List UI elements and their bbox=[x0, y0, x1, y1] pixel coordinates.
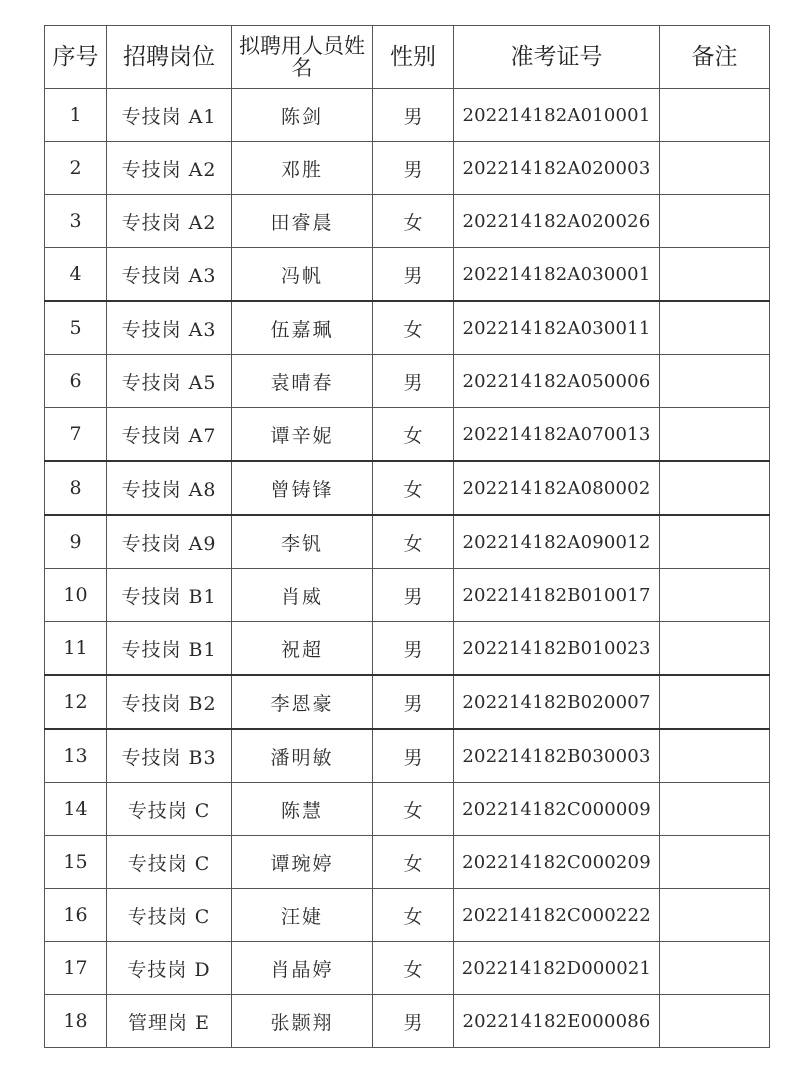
cell-position: 专技岗 A3 bbox=[107, 301, 232, 355]
cell-serial-number: 10 bbox=[45, 569, 107, 622]
cell-position: 专技岗 A2 bbox=[107, 142, 232, 195]
cell-serial-number: 15 bbox=[45, 836, 107, 889]
cell-gender: 男 bbox=[373, 729, 454, 783]
cell-candidate-name: 袁晴春 bbox=[232, 355, 373, 408]
cell-candidate-name: 潘明敏 bbox=[232, 729, 373, 783]
cell-serial-number: 13 bbox=[45, 729, 107, 783]
cell-serial-number: 7 bbox=[45, 408, 107, 462]
cell-candidate-name: 陈慧 bbox=[232, 783, 373, 836]
cell-exam-id: 202214182A010001 bbox=[454, 89, 660, 142]
cell-note bbox=[660, 515, 770, 569]
cell-position: 专技岗 A2 bbox=[107, 195, 232, 248]
hiring-roster-table bbox=[44, 25, 770, 1048]
table-row bbox=[45, 995, 770, 1048]
cell-serial-number: 8 bbox=[45, 461, 107, 515]
cell-note bbox=[660, 408, 770, 462]
cell-gender: 男 bbox=[373, 248, 454, 302]
header-note: 备注 bbox=[660, 26, 770, 89]
cell-gender: 女 bbox=[373, 301, 454, 355]
cell-candidate-name: 汪婕 bbox=[232, 889, 373, 942]
table-row bbox=[45, 142, 770, 195]
cell-note bbox=[660, 195, 770, 248]
cell-gender: 女 bbox=[373, 408, 454, 462]
table-row bbox=[45, 301, 770, 355]
cell-exam-id: 202214182A020003 bbox=[454, 142, 660, 195]
cell-candidate-name: 陈剑 bbox=[232, 89, 373, 142]
cell-gender: 女 bbox=[373, 836, 454, 889]
cell-position: 专技岗 A5 bbox=[107, 355, 232, 408]
cell-note bbox=[660, 461, 770, 515]
cell-exam-id: 202214182A090012 bbox=[454, 515, 660, 569]
table-row bbox=[45, 408, 770, 462]
table-row bbox=[45, 195, 770, 248]
cell-gender: 女 bbox=[373, 195, 454, 248]
cell-candidate-name: 冯帆 bbox=[232, 248, 373, 302]
cell-gender: 男 bbox=[373, 355, 454, 408]
cell-exam-id: 202214182B010017 bbox=[454, 569, 660, 622]
table-row bbox=[45, 889, 770, 942]
cell-gender: 女 bbox=[373, 515, 454, 569]
table-row bbox=[45, 515, 770, 569]
header-position: 招聘岗位 bbox=[107, 26, 232, 89]
cell-candidate-name: 曾铸锋 bbox=[232, 461, 373, 515]
header-exam-id: 准考证号 bbox=[454, 26, 660, 89]
cell-candidate-name: 张颢翔 bbox=[232, 995, 373, 1048]
cell-note bbox=[660, 675, 770, 729]
header-candidate-name: 拟聘用人员姓名 bbox=[232, 26, 373, 89]
cell-gender: 男 bbox=[373, 569, 454, 622]
cell-candidate-name: 谭辛妮 bbox=[232, 408, 373, 462]
cell-serial-number: 16 bbox=[45, 889, 107, 942]
cell-position: 专技岗 C bbox=[107, 836, 232, 889]
cell-exam-id: 202214182A020026 bbox=[454, 195, 660, 248]
cell-candidate-name: 伍嘉珮 bbox=[232, 301, 373, 355]
cell-note bbox=[660, 248, 770, 302]
table-body bbox=[45, 89, 770, 1048]
cell-position: 专技岗 A3 bbox=[107, 248, 232, 302]
cell-note bbox=[660, 942, 770, 995]
cell-exam-id: 202214182C000209 bbox=[454, 836, 660, 889]
cell-serial-number: 5 bbox=[45, 301, 107, 355]
cell-gender: 女 bbox=[373, 942, 454, 995]
cell-gender: 男 bbox=[373, 995, 454, 1048]
cell-note bbox=[660, 142, 770, 195]
cell-position: 专技岗 C bbox=[107, 783, 232, 836]
cell-serial-number: 14 bbox=[45, 783, 107, 836]
cell-position: 管理岗 E bbox=[107, 995, 232, 1048]
cell-serial-number: 1 bbox=[45, 89, 107, 142]
cell-serial-number: 4 bbox=[45, 248, 107, 302]
cell-position: 专技岗 A9 bbox=[107, 515, 232, 569]
cell-position: 专技岗 B3 bbox=[107, 729, 232, 783]
cell-candidate-name: 李恩豪 bbox=[232, 675, 373, 729]
cell-exam-id: 202214182B020007 bbox=[454, 675, 660, 729]
cell-candidate-name: 祝超 bbox=[232, 622, 373, 676]
table-row bbox=[45, 569, 770, 622]
cell-note bbox=[660, 301, 770, 355]
cell-position: 专技岗 A7 bbox=[107, 408, 232, 462]
cell-position: 专技岗 D bbox=[107, 942, 232, 995]
cell-note bbox=[660, 89, 770, 142]
cell-exam-id: 202214182B030003 bbox=[454, 729, 660, 783]
cell-candidate-name: 肖威 bbox=[232, 569, 373, 622]
cell-gender: 男 bbox=[373, 89, 454, 142]
cell-exam-id: 202214182A050006 bbox=[454, 355, 660, 408]
table-row bbox=[45, 675, 770, 729]
cell-gender: 男 bbox=[373, 142, 454, 195]
table-header-row bbox=[45, 26, 770, 89]
table-row bbox=[45, 836, 770, 889]
cell-position: 专技岗 B2 bbox=[107, 675, 232, 729]
cell-serial-number: 6 bbox=[45, 355, 107, 408]
cell-exam-id: 202214182C000222 bbox=[454, 889, 660, 942]
cell-candidate-name: 肖晶婷 bbox=[232, 942, 373, 995]
cell-note bbox=[660, 729, 770, 783]
cell-exam-id: 202214182A080002 bbox=[454, 461, 660, 515]
cell-position: 专技岗 A8 bbox=[107, 461, 232, 515]
cell-note bbox=[660, 355, 770, 408]
cell-position: 专技岗 B1 bbox=[107, 569, 232, 622]
cell-candidate-name: 田睿晨 bbox=[232, 195, 373, 248]
cell-note bbox=[660, 995, 770, 1048]
cell-exam-id: 202214182D000021 bbox=[454, 942, 660, 995]
table-row bbox=[45, 461, 770, 515]
table-row bbox=[45, 355, 770, 408]
cell-gender: 女 bbox=[373, 461, 454, 515]
cell-exam-id: 202214182C000009 bbox=[454, 783, 660, 836]
cell-note bbox=[660, 889, 770, 942]
cell-position: 专技岗 B1 bbox=[107, 622, 232, 676]
cell-exam-id: 202214182E000086 bbox=[454, 995, 660, 1048]
cell-serial-number: 11 bbox=[45, 622, 107, 676]
header-gender: 性别 bbox=[373, 26, 454, 89]
cell-candidate-name: 谭琬婷 bbox=[232, 836, 373, 889]
cell-serial-number: 9 bbox=[45, 515, 107, 569]
cell-gender: 男 bbox=[373, 622, 454, 676]
cell-serial-number: 17 bbox=[45, 942, 107, 995]
cell-note bbox=[660, 836, 770, 889]
table-row bbox=[45, 783, 770, 836]
cell-serial-number: 3 bbox=[45, 195, 107, 248]
table-row bbox=[45, 729, 770, 783]
cell-note bbox=[660, 569, 770, 622]
cell-candidate-name: 李钒 bbox=[232, 515, 373, 569]
cell-gender: 女 bbox=[373, 783, 454, 836]
cell-serial-number: 12 bbox=[45, 675, 107, 729]
cell-exam-id: 202214182A030011 bbox=[454, 301, 660, 355]
header-serial-number: 序号 bbox=[45, 26, 107, 89]
table-row bbox=[45, 942, 770, 995]
cell-gender: 女 bbox=[373, 889, 454, 942]
cell-exam-id: 202214182A030001 bbox=[454, 248, 660, 302]
cell-candidate-name: 邓胜 bbox=[232, 142, 373, 195]
cell-position: 专技岗 A1 bbox=[107, 89, 232, 142]
cell-serial-number: 18 bbox=[45, 995, 107, 1048]
cell-serial-number: 2 bbox=[45, 142, 107, 195]
cell-note bbox=[660, 622, 770, 676]
cell-exam-id: 202214182A070013 bbox=[454, 408, 660, 462]
cell-note bbox=[660, 783, 770, 836]
table-row bbox=[45, 622, 770, 676]
cell-position: 专技岗 C bbox=[107, 889, 232, 942]
table-row bbox=[45, 89, 770, 142]
cell-gender: 男 bbox=[373, 675, 454, 729]
cell-exam-id: 202214182B010023 bbox=[454, 622, 660, 676]
table-row bbox=[45, 248, 770, 302]
